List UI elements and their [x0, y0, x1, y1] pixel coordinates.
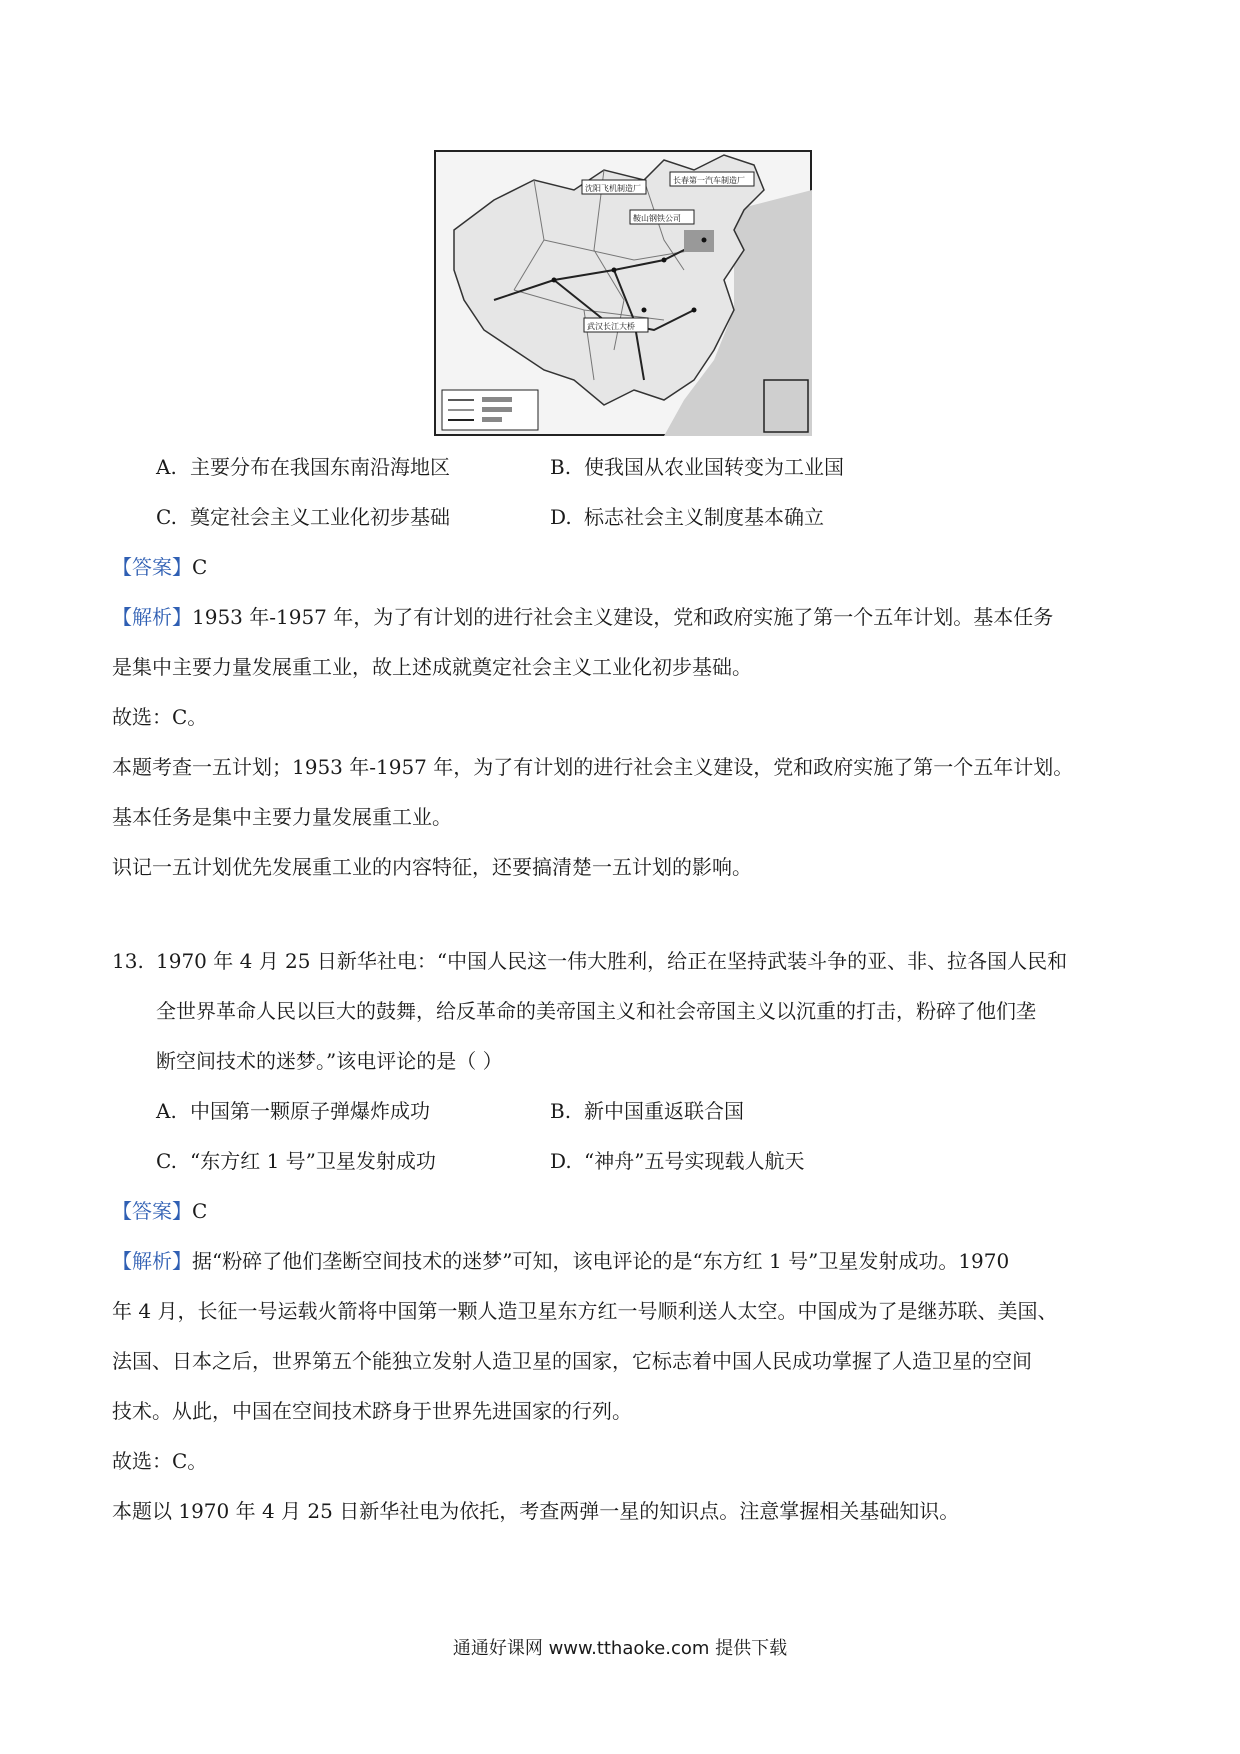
q13-stem-line2: 全世界革命人民以巨大的鼓舞，给反革命的美帝国主义和社会帝国主义以沉重的打击，粉碎了他们垄	[156, 999, 1036, 1023]
q12-choice: 故选：C。	[112, 705, 208, 729]
first-five-year-plan-map	[434, 150, 812, 436]
q12-option-d: D. 标志社会主义制度基本确立	[550, 505, 824, 529]
map-label-anshan: 鞍山钢铁公司	[633, 214, 681, 223]
analysis-label: 【解析】	[112, 1249, 192, 1273]
q12-option-a: A. 主要分布在我国东南沿海地区	[156, 455, 450, 479]
q13-option-d: D. “神舟”五号实现载人航天	[550, 1149, 805, 1173]
q12-tip: 识记一五计划优先发展重工业的内容特征，还要搞清楚一五计划的影响。	[112, 855, 752, 879]
map-label-shenyang: 沈阳飞机制造厂	[585, 184, 641, 193]
q13-number: 13.	[112, 949, 144, 973]
q13-analysis: 【解析】据“粉碎了他们垄断空间技术的迷梦”可知，该电评论的是“东方红 1 号”卫星发射成功。1970	[112, 1249, 1010, 1273]
q13-choice: 故选：C。	[112, 1449, 208, 1473]
q13-answer: 【答案】C	[112, 1199, 208, 1223]
q12-note-line1: 本题考查一五计划；1953 年-1957 年，为了有计划的进行社会主义建设，党和政府实施了第一个五年计划。	[112, 755, 1074, 779]
map-label-wuhan: 武汉长江大桥	[587, 322, 635, 331]
page-footer: 通通好课网 www.tthaoke.com 提供下载	[452, 1638, 788, 1659]
answer-label: 【答案】	[112, 555, 192, 579]
q12-analysis-line2: 是集中主要力量发展重工业，故上述成就奠定社会主义工业化初步基础。	[112, 655, 752, 679]
q13-option-a: A. 中国第一颗原子弹爆炸成功	[156, 1099, 430, 1123]
q12-option-c: C. 奠定社会主义工业化初步基础	[156, 505, 450, 529]
q13-option-c: C. “东方红 1 号”卫星发射成功	[156, 1149, 436, 1173]
q12-note-line2: 基本任务是集中主要力量发展重工业。	[112, 805, 452, 829]
q13-analysis-line2: 年 4 月，长征一号运载火箭将中国第一颗人造卫星东方红一号顺利送人太空。中国成为了是继苏联、美国、	[112, 1299, 1058, 1323]
q12-answer: 【答案】C	[112, 555, 208, 579]
q12-analysis: 【解析】1953 年-1957 年，为了有计划的进行社会主义建设，党和政府实施了第一个五年计划。基本任务	[112, 605, 1054, 629]
analysis-label: 【解析】	[112, 605, 192, 629]
q12-option-b: B. 使我国从农业国转变为工业国	[550, 455, 844, 479]
map-label-changchun: 长春第一汽车制造厂	[673, 176, 745, 185]
answer-label: 【答案】	[112, 1199, 192, 1223]
q13-analysis-line3: 法国、日本之后，世界第五个能独立发射人造卫星的国家，它标志着中国人民成功掌握了人造卫星的空间	[112, 1349, 1032, 1373]
q13-note: 本题以 1970 年 4 月 25 日新华社电为依托，考查两弹一星的知识点。注意掌握相关基础知识。	[112, 1499, 960, 1523]
q13-analysis-line4: 技术。从此，中国在空间技术跻身于世界先进国家的行列。	[112, 1399, 632, 1423]
q13-stem-line3: 断空间技术的迷梦。”该电评论的是（ ）	[156, 1049, 503, 1073]
q13-stem-line1: 13. 1970 年 4 月 25 日新华社电：“中国人民这一伟大胜利，给正在坚持武装斗争的亚、非、拉各国人民和	[112, 946, 1067, 976]
q13-option-b: B. 新中国重返联合国	[550, 1099, 744, 1123]
